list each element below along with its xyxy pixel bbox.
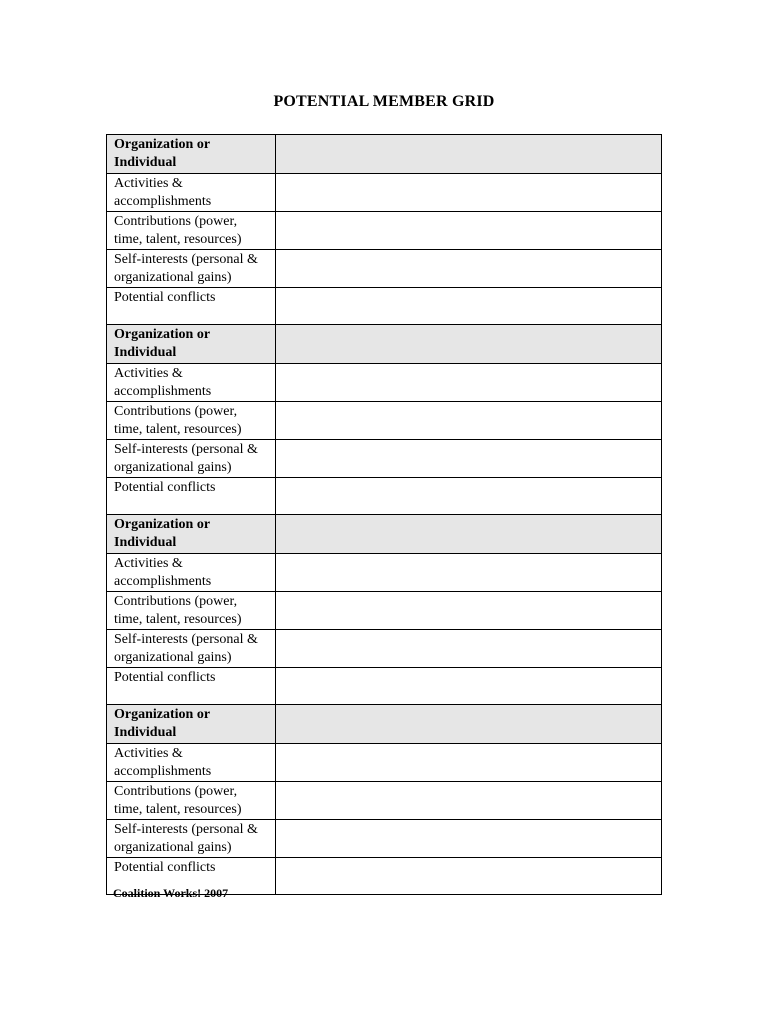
field-label: Contributions (power, time, talent, resources): [107, 212, 276, 250]
member-field-row: [107, 440, 662, 478]
member-header-row: [107, 325, 662, 364]
member-header-label: Organization or Individual: [107, 705, 276, 744]
field-value-cell[interactable]: [276, 858, 662, 895]
field-label: Activities & accomplishments: [107, 364, 276, 402]
member-field-row: [107, 630, 662, 668]
member-field-row: [107, 478, 662, 515]
member-field-row: [107, 554, 662, 592]
field-label: Potential conflicts: [107, 288, 276, 325]
field-value-cell[interactable]: [276, 250, 662, 288]
field-value-cell[interactable]: [276, 440, 662, 478]
field-value-cell[interactable]: [276, 782, 662, 820]
field-label: Self-interests (personal & organizational gains): [107, 630, 276, 668]
field-value-cell[interactable]: [276, 478, 662, 515]
member-header-label: Organization or Individual: [107, 135, 276, 174]
page-title: POTENTIAL MEMBER GRID: [273, 93, 495, 110]
member-field-row: [107, 288, 662, 325]
field-label: Contributions (power, time, talent, resources): [107, 592, 276, 630]
field-value-cell[interactable]: [276, 174, 662, 212]
member-header-row: [107, 135, 662, 174]
field-value-cell[interactable]: [276, 668, 662, 705]
field-label: Contributions (power, time, talent, resources): [107, 402, 276, 440]
field-value-cell[interactable]: [276, 554, 662, 592]
member-field-row: [107, 364, 662, 402]
field-label: Self-interests (personal & organizational gains): [107, 820, 276, 858]
field-value-cell[interactable]: [276, 212, 662, 250]
member-field-row: [107, 402, 662, 440]
member-grid-body: [107, 135, 662, 895]
field-label: Potential conflicts: [107, 478, 276, 515]
field-label: Activities & accomplishments: [107, 554, 276, 592]
member-field-row: [107, 212, 662, 250]
field-value-cell[interactable]: [276, 630, 662, 668]
member-name-cell[interactable]: [276, 135, 662, 174]
member-field-row: [107, 592, 662, 630]
field-label: Potential conflicts: [107, 668, 276, 705]
member-field-row: [107, 820, 662, 858]
member-header-row: [107, 705, 662, 744]
member-field-row: [107, 782, 662, 820]
field-label: Potential conflicts: [107, 858, 276, 895]
field-label: Contributions (power, time, talent, resources): [107, 782, 276, 820]
member-name-cell[interactable]: [276, 705, 662, 744]
member-header-label: Organization or Individual: [107, 325, 276, 364]
field-label: Activities & accomplishments: [107, 744, 276, 782]
member-field-row: [107, 174, 662, 212]
field-value-cell[interactable]: [276, 592, 662, 630]
field-label: Activities & accomplishments: [107, 174, 276, 212]
member-field-row: [107, 668, 662, 705]
field-label: Self-interests (personal & organizational gains): [107, 250, 276, 288]
field-value-cell[interactable]: [276, 820, 662, 858]
member-name-cell[interactable]: [276, 325, 662, 364]
member-grid-table: [106, 134, 662, 895]
field-value-cell[interactable]: [276, 744, 662, 782]
field-label: Self-interests (personal & organizational gains): [107, 440, 276, 478]
member-field-row: [107, 744, 662, 782]
member-name-cell[interactable]: [276, 515, 662, 554]
field-value-cell[interactable]: [276, 402, 662, 440]
member-header-label: Organization or Individual: [107, 515, 276, 554]
footer-credit: Coalition Works! 2007: [113, 886, 229, 900]
member-field-row: [107, 250, 662, 288]
member-header-row: [107, 515, 662, 554]
field-value-cell[interactable]: [276, 364, 662, 402]
field-value-cell[interactable]: [276, 288, 662, 325]
